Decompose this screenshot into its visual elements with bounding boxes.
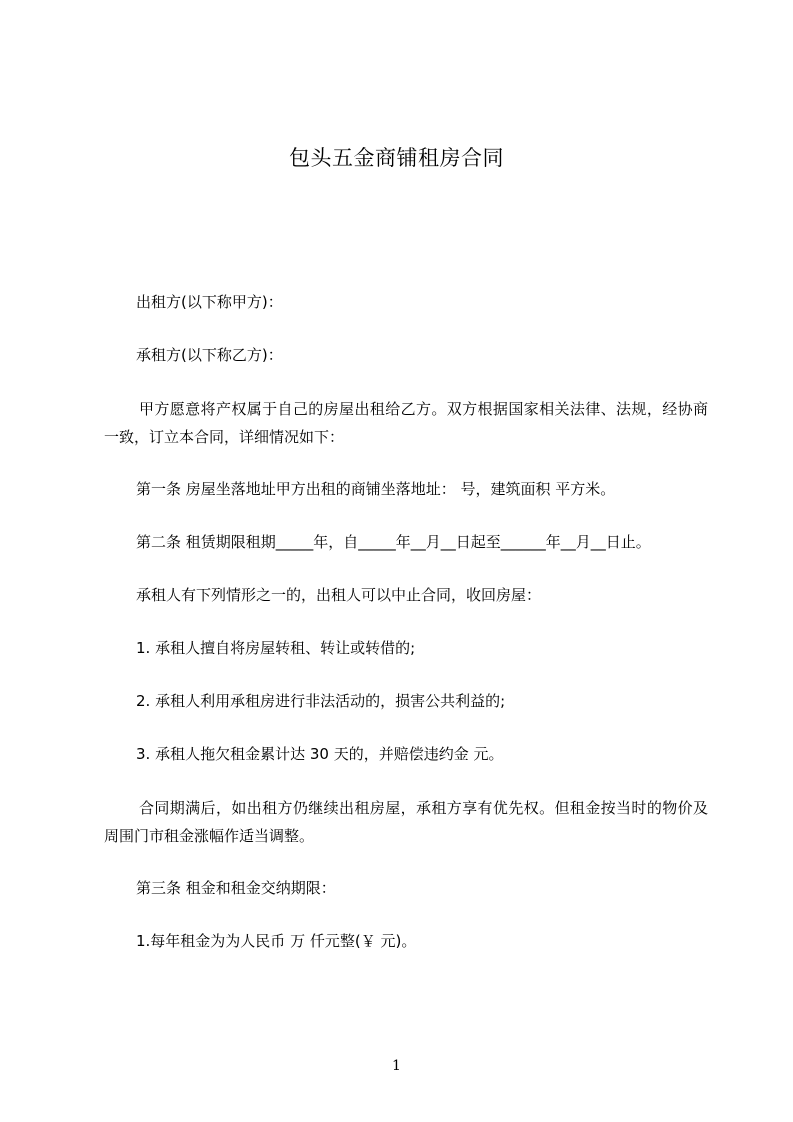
termination-conditions-heading: 承租人有下列情形之一的，出租人可以中止合同，收回房屋：: [136, 586, 542, 604]
annual-rent-line: 1.每年租金为为人民币 万 仟元整(￥ 元)。: [136, 932, 417, 950]
document-title: 包头五金商铺租房合同: [289, 146, 504, 170]
renewal-paragraph: 合同期满后，如出租方仍继续出租房屋，承租方享有优先权。但租金按当时的物价及周围门市租金涨幅作适当调整。: [104, 799, 708, 845]
termination-condition-1: 1. 承租人擅自将房屋转租、转让或转借的;: [136, 639, 416, 657]
intro-paragraph: 甲方愿意将产权属于自己的房屋出租给乙方。双方根据国家相关法律、法规，经协商一致，订立本合同，详细情况如下：: [104, 400, 708, 446]
article-3-rent: 第三条 租金和租金交纳期限：: [136, 879, 336, 897]
termination-condition-2: 2. 承租人利用承租房进行非法活动的，损害公共利益的;: [136, 692, 506, 710]
termination-condition-3: 3. 承租人拖欠租金累计达 30 天的，并赔偿违约金 元。: [136, 745, 504, 763]
article-1-address: 第一条 房屋坐落地址甲方出租的商铺坐落地址： 号，建筑面积 平方米。: [136, 480, 616, 498]
article-2-term: 第二条 租赁期限租期_____年，自_____年__月__日起至______年__月__日止。: [136, 533, 651, 551]
lessee-line: 承租方(以下称乙方)：: [136, 346, 283, 364]
lessor-line: 出租方(以下称甲方)：: [136, 293, 283, 311]
page-number: 1: [392, 1058, 401, 1074]
